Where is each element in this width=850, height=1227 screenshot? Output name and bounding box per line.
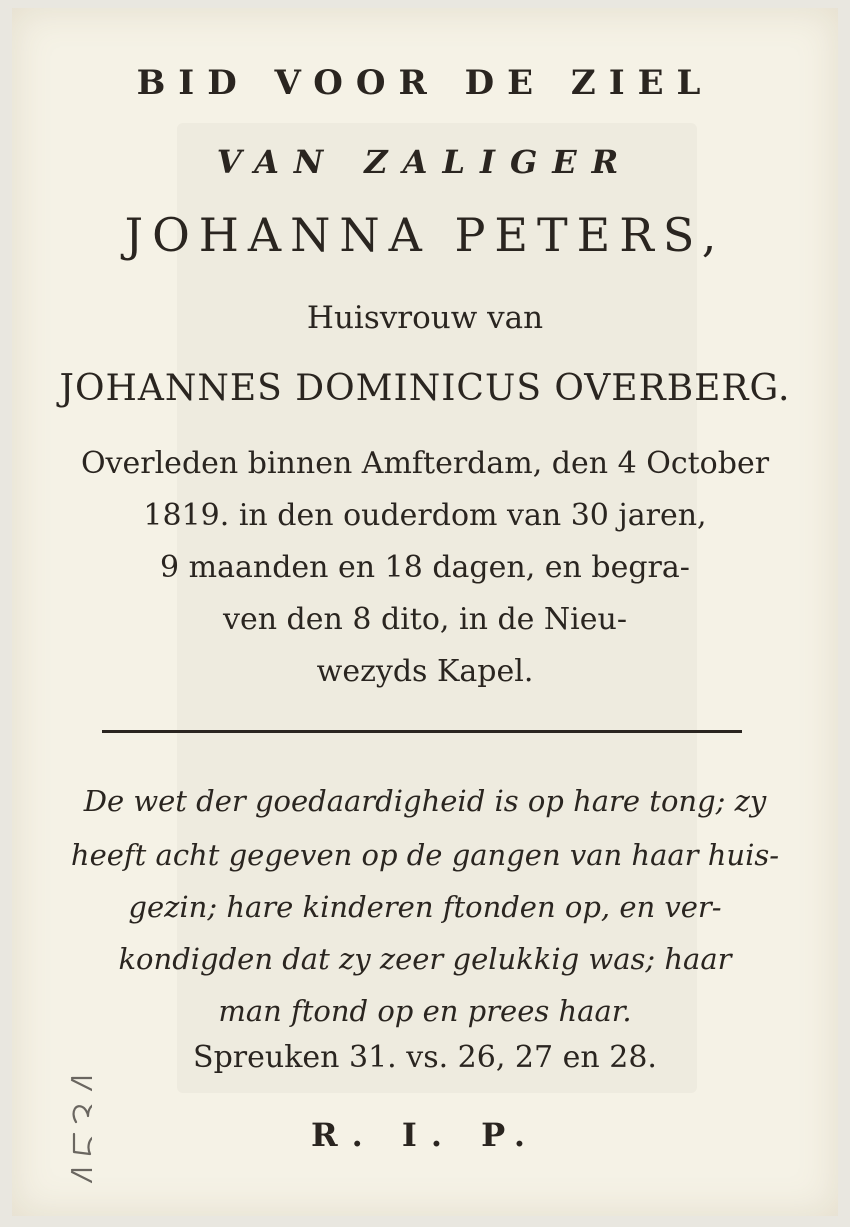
verse-line: De wet der goedaardigheid is op hare tong; zy bbox=[83, 784, 767, 818]
handwritten-number-note bbox=[20, 1036, 92, 1196]
deceased-name: JOHANNA PETERS, bbox=[124, 208, 726, 262]
scripture-reference: Spreuken 31. vs. 26, 27 en 28. bbox=[193, 1040, 657, 1075]
divider-rule bbox=[102, 730, 742, 733]
memorial-card bbox=[12, 8, 838, 1216]
closing-rip: R. I. P. bbox=[310, 1116, 540, 1154]
verse-line: kondigden dat zy zeer gelukkig was; haar bbox=[118, 942, 732, 976]
relation-text: Huisvrouw van bbox=[306, 300, 544, 336]
body-line: wezyds Kapel. bbox=[316, 654, 534, 689]
card-subheading: VAN ZALIGER bbox=[216, 143, 634, 181]
body-line: 9 maanden en 18 dagen, en begra- bbox=[160, 550, 690, 585]
body-line: 1819. in den ouderdom van 30 jaren, bbox=[143, 498, 707, 533]
verse-line: man ftond op en prees haar. bbox=[218, 994, 632, 1028]
body-line: Overleden binnen Amfterdam, den 4 October bbox=[80, 446, 770, 481]
verse-line: gezin; hare kinderen ftonden op, en ver- bbox=[128, 890, 722, 924]
husband-name: JOHANNES DOMINICUS OVERBERG. bbox=[59, 368, 791, 409]
card-heading: BID VOOR DE ZIEL bbox=[136, 63, 714, 103]
verse-line: heeft acht gegeven op de gangen van haar huis- bbox=[70, 838, 780, 872]
body-line: ven den 8 dito, in de Nieu- bbox=[223, 602, 627, 637]
